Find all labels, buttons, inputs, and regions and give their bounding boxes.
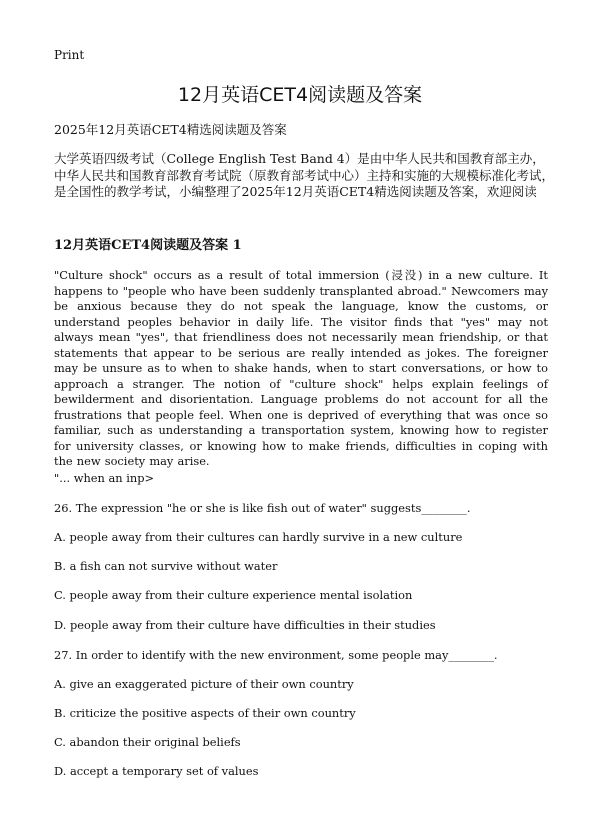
section-heading: 12月英语CET4阅读题及答案 1	[54, 238, 242, 253]
question-26-option-a: A. people away from their cultures can hardly survive in a new culture	[54, 530, 463, 544]
question-27-option-a: A. give an exaggerated picture of their own country	[54, 677, 354, 691]
question-27-option-d: D. accept a temporary set of values	[54, 764, 259, 778]
question-26-option-c: C. people away from their culture experience mental isolation	[54, 588, 413, 602]
question-27-stem: 27. In order to identify with the new environment, some people may________.	[54, 648, 498, 662]
ellipsis-line: "... when an inp>	[54, 471, 155, 485]
page-title: 12月英语CET4阅读题及答案	[177, 84, 423, 106]
question-26-option-d: D. people away from their culture have difficulties in their studies	[54, 618, 436, 632]
print-link[interactable]: Print	[54, 48, 85, 62]
question-26-option-b: B. a fish can not survive without water	[54, 559, 278, 573]
question-27-option-c: C. abandon their original beliefs	[54, 735, 241, 749]
question-27-option-b: B. criticize the positive aspects of their own country	[54, 706, 356, 720]
intro-paragraph: 大学英语四级考试（College English Test Band 4）是由中华人民共和国教育部主办，中华人民共和国教育部教育考试院（原教育部考试中心）主持和实施的大规模标准化考试，是全国性的教学考试，小编整理了2025年12月英语CET4精选阅读题及答案，欢迎阅读	[54, 151, 555, 199]
question-26-stem: 26. The expression "he or she is like fish out of water" suggests________.	[54, 501, 471, 515]
page-subtitle: 2025年12月英语CET4精选阅读题及答案	[54, 122, 287, 137]
reading-passage: "Culture shock" occurs as a result of total immersion (浸没) in a new culture. It happens to "people who have been suddenly transplanted abroad." Newcomers may be anxious because they do not speak the language, know the customs, or understand peoples behavior in daily life. The visitor finds that "yes" may not always mean "yes", that friendliness does not necessarily mean friendship, or that statements that appear to be serious are really intended as jokes. The foreigner may be unsure as to when to shake hands, when to start conversations, or how to approach a stranger. The notion of "culture shock" helps explain feelings of bewilderment and disorientation. Language problems do not account for all the frustrations that people feel. When one is deprived of everything that was once so familiar, such as understanding a transportation system, knowing how to register for university classes, or knowing how to make friends, difficulties in coping with the new society may arise.	[54, 268, 548, 468]
